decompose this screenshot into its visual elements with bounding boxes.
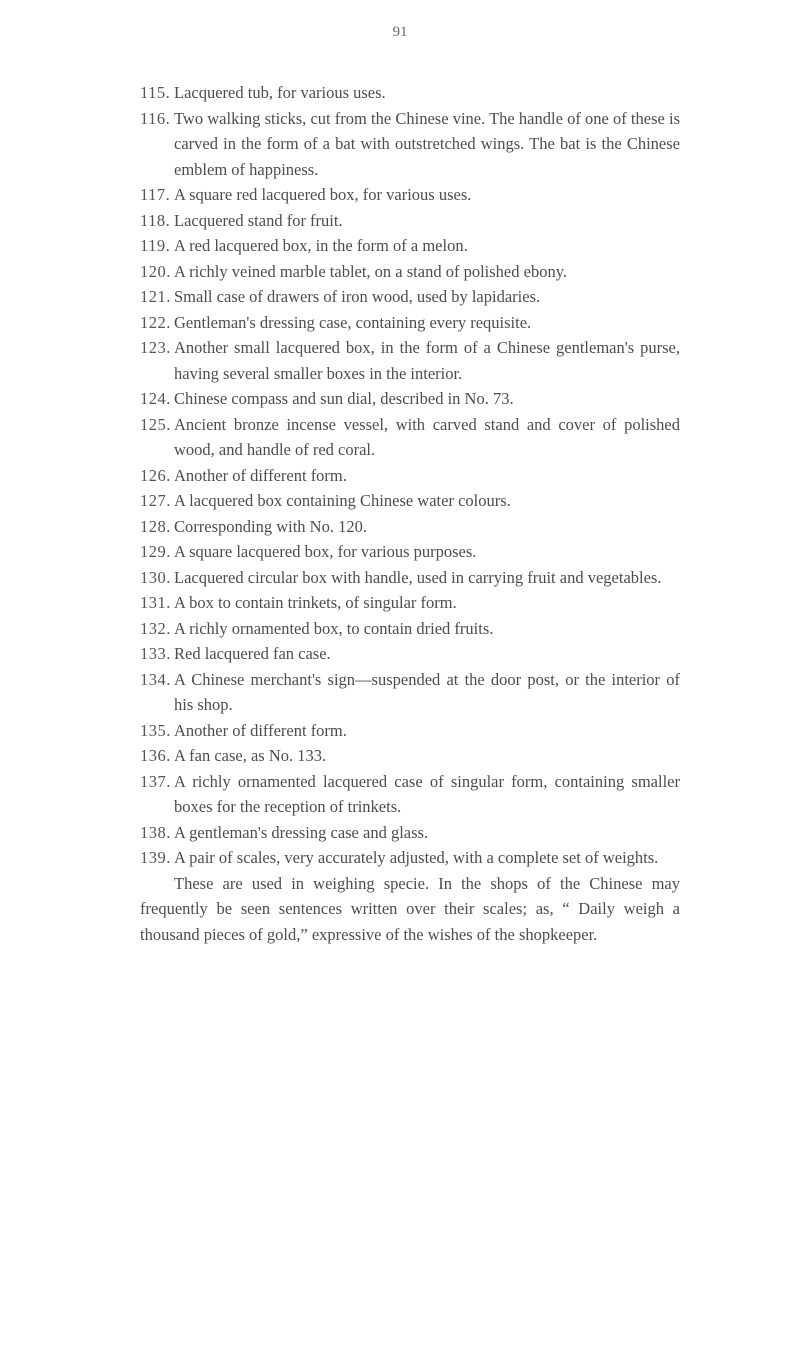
catalogue-list — [140, 80, 680, 964]
catalogue-entry — [140, 233, 680, 259]
catalogue-entry — [140, 514, 680, 540]
entry-description: A box to contain trinkets, of singular form. — [174, 593, 457, 612]
entry-description: A square lacquered box, for various purposes. — [174, 542, 477, 561]
entry-number: 120. — [140, 261, 171, 281]
entry-description: A fan case, as No. 133. — [174, 746, 327, 765]
catalogue-entry — [140, 641, 680, 667]
entry-number: 127. — [140, 491, 171, 510]
catalogue-entry — [140, 284, 680, 310]
entry-description: Ancient bronze incense vessel, with carved stand and cover of polished wood, and handle of red coral. — [174, 414, 680, 459]
catalogue-entry — [140, 310, 680, 336]
entry-description: A pair of scales, very accurately adjusted, with a complete set of weights. — [174, 848, 659, 867]
entry-description: Another of different form. — [174, 720, 347, 740]
catalogue-entry — [140, 80, 680, 106]
entry-description: Another small lacquered box, in the form of a Chinese gentleman's purse, having several smaller boxes in the interior. — [174, 338, 680, 383]
catalogue-entry — [140, 590, 680, 616]
entry-number: 124. — [140, 389, 171, 408]
entry-number: 115. — [140, 83, 171, 102]
entry-description: A richly ornamented box, to contain dried fruits. — [174, 618, 494, 638]
entry-number: 137. — [140, 771, 171, 791]
catalogue-entry — [140, 412, 680, 463]
catalogue-entry — [140, 539, 680, 565]
entry-description: Chinese compass and sun dial, described in No. 73. — [174, 389, 514, 408]
entry-number: 134. — [140, 669, 171, 689]
entry-number: 132. — [140, 618, 171, 638]
entry-number: 123. — [140, 338, 171, 357]
page-number: 91 — [392, 24, 408, 40]
entry-number: 122. — [140, 312, 171, 332]
entry-number: 116. — [140, 108, 171, 128]
catalogue-entry — [140, 616, 680, 642]
entry-number: 121. — [140, 287, 171, 306]
catalogue-entry — [140, 208, 680, 234]
entry-description: Lacquered stand for fruit. — [174, 210, 343, 230]
catalogue-entry — [140, 743, 680, 769]
entry-description: A richly veined marble tablet, on a stand of polished ebony. — [174, 261, 567, 281]
catalogue-entry — [140, 769, 680, 820]
catalogue-entry — [140, 488, 680, 514]
entry-number: 129. — [140, 542, 171, 561]
entry-description: Small case of drawers of iron wood, used by lapidaries. — [174, 287, 541, 306]
entry-description: Another of different form. — [174, 465, 347, 485]
entry-number: 118. — [140, 210, 171, 230]
catalogue-entry — [140, 845, 680, 871]
entry-description: A square red lacquered box, for various uses. — [174, 185, 472, 204]
catalogue-entry — [140, 335, 680, 386]
catalogue-entry — [140, 182, 680, 208]
entry-description: Red lacquered fan case. — [174, 644, 331, 663]
entry-number: 117. — [140, 185, 171, 204]
entry-description: A Chinese merchant's sign—suspended at the door post, or the interior of his shop. — [174, 669, 680, 714]
entry-description: Corresponding with No. 120. — [174, 516, 367, 536]
entry-description: Gentleman's dressing case, containing every requisite. — [174, 312, 532, 332]
entry-number: 136. — [140, 746, 171, 765]
catalogue-entry — [140, 259, 680, 285]
catalogue-entry — [140, 718, 680, 744]
entry-number: 138. — [140, 822, 171, 842]
catalogue-entry — [140, 667, 680, 718]
entry-number: 125. — [140, 414, 171, 434]
catalogue-entry — [140, 386, 680, 412]
entry-number: 135. — [140, 720, 171, 740]
catalogue-entry — [140, 463, 680, 489]
entry-description: A lacquered box containing Chinese water colours. — [174, 491, 511, 510]
entry-number: 133. — [140, 644, 171, 663]
catalogue-entry — [140, 106, 680, 183]
catalogue-entry — [140, 820, 680, 846]
entry-number: 139. — [140, 848, 171, 867]
entry-description: A red lacquered box, in the form of a melon. — [174, 236, 468, 255]
entry-number: 119. — [140, 236, 171, 255]
entry-description: A gentleman's dressing case and glass. — [174, 822, 429, 842]
entry-description: A richly ornamented lacquered case of singular form, containing smaller boxes for the reception of trinkets. — [174, 771, 680, 816]
catalogue-entry — [140, 565, 680, 591]
closing-note: These are used in weighing specie. In the shops of the Chinese may frequently be seen sentences written over their scales; as, “ Daily weigh a thousand pieces of gold,” expressive of the wishes of the shopkeeper. — [140, 873, 680, 944]
entry-description: Lacquered tub, for various uses. — [174, 83, 386, 102]
entry-description: Lacquered circular box with handle, used in carrying fruit and vegetables. — [174, 567, 662, 587]
entry-description: Two walking sticks, cut from the Chinese vine. The handle of one of these is carved in the form of a bat with outstretched wings. The bat is the Chinese emblem of happiness. — [174, 108, 680, 179]
entry-number: 130. — [140, 567, 171, 587]
entry-number: 126. — [140, 465, 171, 485]
entry-number: 131. — [140, 593, 171, 612]
entry-number: 128. — [140, 516, 171, 536]
